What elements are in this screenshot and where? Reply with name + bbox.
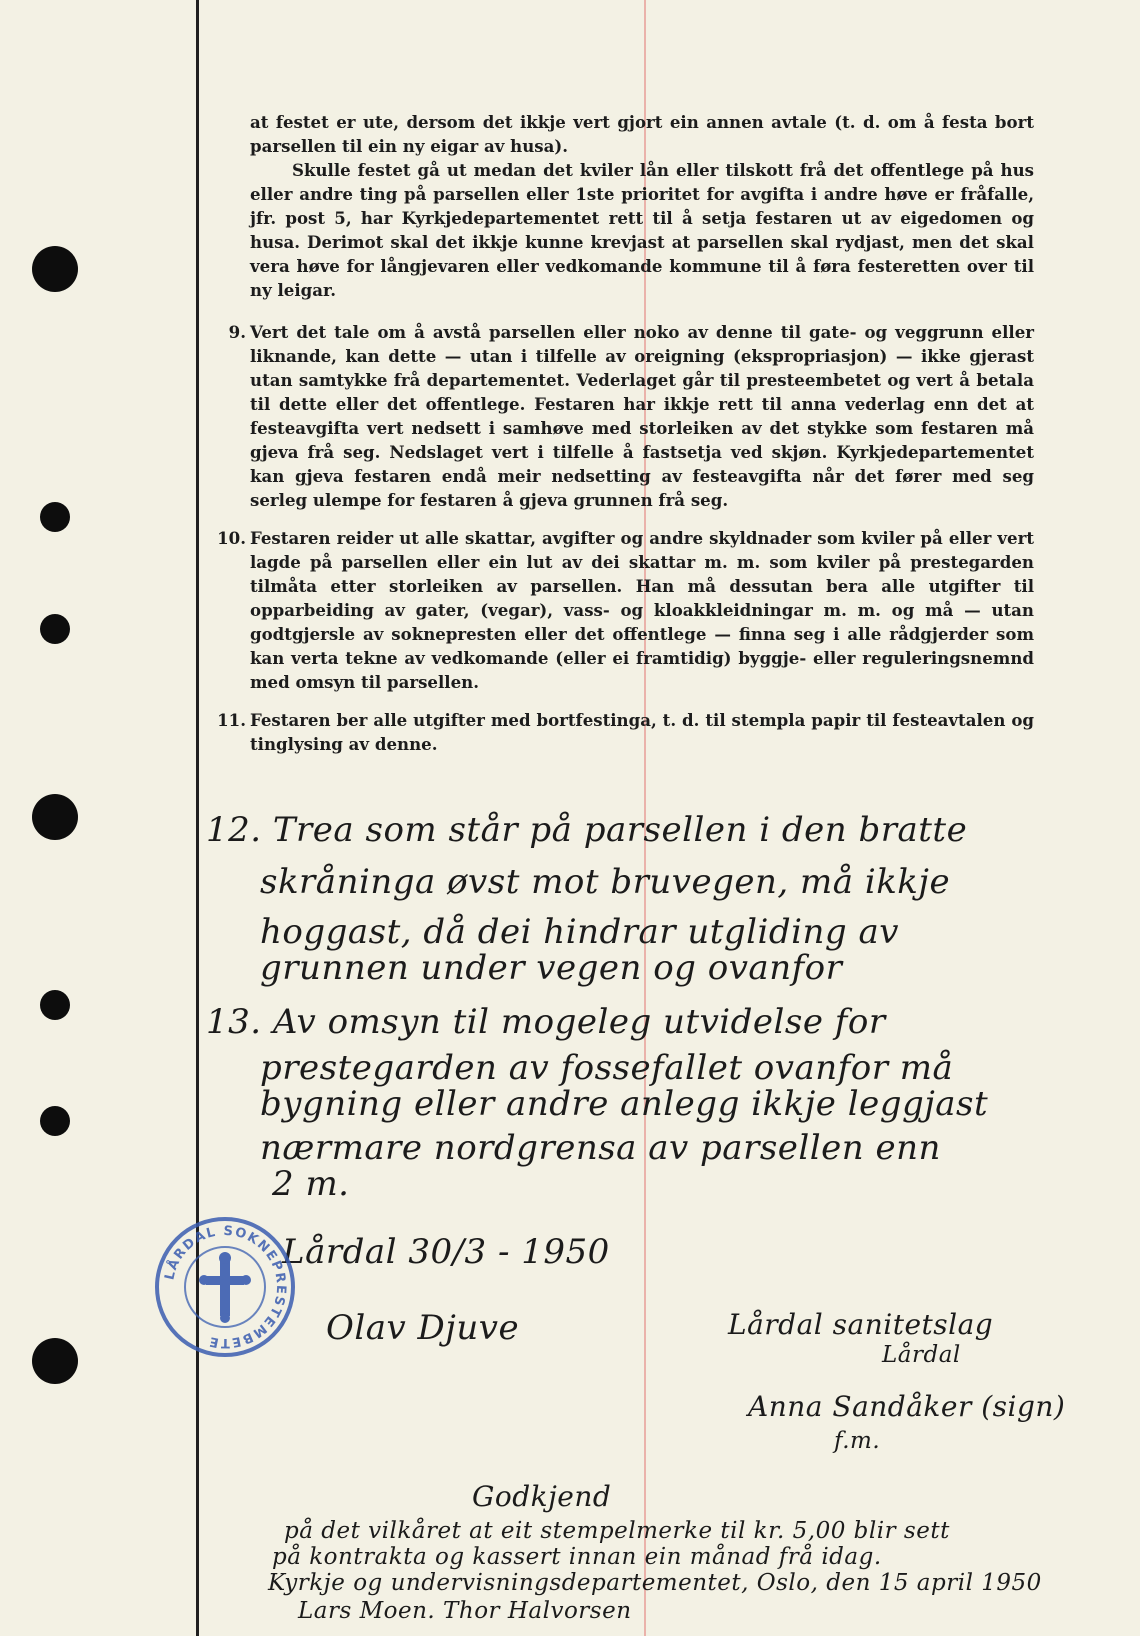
handwritten-line: 2 m. <box>272 1164 350 1204</box>
handwritten-line: hoggast, då dei hindrar utgliding av <box>260 912 899 952</box>
approval-heading: Godkjend <box>472 1480 612 1513</box>
handwritten-line: grunnen under vegen og ovanfor <box>260 948 843 988</box>
signature-right: Anna Sandåker (sign) <box>748 1390 1066 1423</box>
clause-number: 10. <box>217 528 246 548</box>
handwritten-line: prestegarden av fossefallet ovanfor må <box>260 1048 954 1088</box>
clause-9 <box>210 320 1034 512</box>
clause-text: Vert det tale om å avstå parsellen eller noko av denne til gate- og veggrunn eller liknande, kan dette — utan i tilfelle av oreigning (ekspropriasjon) — ikke gjerast utan samtykke frå departementet. Vederlaget går til presteembetet og vert å betala til dette eller det offentlege. Festaren har ikkje rett til anna vederlag enn det at festeavgifta vert nedsett i samhøve med storleiken av det stykke som festaren må gjeva frå seg. Nedslaget vert i tilfelle å fastsetja ved skjøn. Kyrkjedepartementet kan gjeva festaren endå meir nedsetting av festeavgifta når det fører med seg serleg ulempe for festaren å gjeva grunnen frå seg. <box>250 322 1034 510</box>
signature-left: Olav Djuve <box>326 1308 520 1348</box>
approval-line: på det vilkåret at eit stempelmerke til kr. 5,00 blir sett <box>284 1518 950 1544</box>
stamp-ring-text: LÅRDAL SOKNEPRESTEMBETE <box>162 1223 289 1351</box>
cross-icon <box>199 1252 251 1323</box>
punch-hole <box>40 614 70 644</box>
paragraph-continuation: at festet er ute, dersom det ikkje vert gjort ein annen avtale (t. d. om å festa bort parsellen til ein ny eigar av husa). <box>250 112 1034 156</box>
signature-right: f.m. <box>834 1428 881 1454</box>
clause-number: 11. <box>217 710 246 730</box>
handwritten-line: skråninga øvst mot bruvegen, må ikkje <box>260 862 951 902</box>
punch-hole <box>40 1106 70 1136</box>
signature-right: Lårdal <box>882 1342 961 1368</box>
clause-11 <box>210 708 1034 756</box>
punch-hole <box>32 1338 78 1384</box>
punch-hole <box>32 246 78 292</box>
official-stamp <box>150 1212 300 1362</box>
clause-number: 9. <box>228 322 246 342</box>
approval-signatures: Lars Moen. Thor Halvorsen <box>298 1598 632 1624</box>
handwritten-line: bygning eller andre anlegg ikkje leggjast <box>260 1084 989 1124</box>
approval-line: Kyrkje og undervisningsdepartementet, Oslo, den 15 april 1950 <box>268 1570 1042 1596</box>
place-date: Lårdal 30/3 - 1950 <box>282 1232 610 1272</box>
handwritten-line: 12. Trea som står på parsellen i den bratte <box>206 810 968 850</box>
printed-continuation <box>250 110 1034 302</box>
margin-rule <box>196 0 199 1636</box>
punch-hole <box>40 502 70 532</box>
paragraph-skulle: Skulle festet gå ut medan det kviler lån eller tilskott frå det offentlege på hus eller andre ting på parsellen eller 1ste prioritet for avgifta i andre høve er fråfalle, jfr. post 5, har Kyrkjedepartementet rett til å setja festaren ut av eigedomen og husa. Derimot skal det ikkje kunne krevjast at parsellen skal rydjast, men det skal vera høve for långjevaren eller vedkomande kommune til å føra festeretten over til ny leigar. <box>250 160 1034 300</box>
handwritten-line: 13. Av omsyn til mogeleg utvidelse for <box>206 1002 886 1042</box>
approval-line: på kontrakta og kassert innan ein månad frå idag. <box>272 1544 882 1570</box>
punch-hole <box>32 794 78 840</box>
clause-text: Festaren ber alle utgifter med bortfestinga, t. d. til stempla papir til festeavtalen og tinglysing av denne. <box>250 710 1034 754</box>
signature-right: Lårdal sanitetslag <box>728 1308 994 1341</box>
clause-text: Festaren reider ut alle skattar, avgifter og andre skyldnader som kviler på eller vert lagde på parsellen eller ein lut av dei skattar m. m. som kviler på prestegarden tilmåta etter storleiken av parsellen. Han må dessutan bera alle utgifter til opparbeiding av gater, (vegar), vass- og kloakkleidningar m. m. og må — utan godtgjersle av soknepresten eller det offentlege — finna seg i alle rådgjerder som kan verta tekne av vedkomande (eller ei framtidig) byggje- eller reguleringsnemnd med omsyn til parsellen. <box>250 528 1034 692</box>
clause-10 <box>210 526 1034 694</box>
handwritten-line: nærmare nordgrensa av parsellen enn <box>260 1128 941 1168</box>
punch-hole <box>40 990 70 1020</box>
